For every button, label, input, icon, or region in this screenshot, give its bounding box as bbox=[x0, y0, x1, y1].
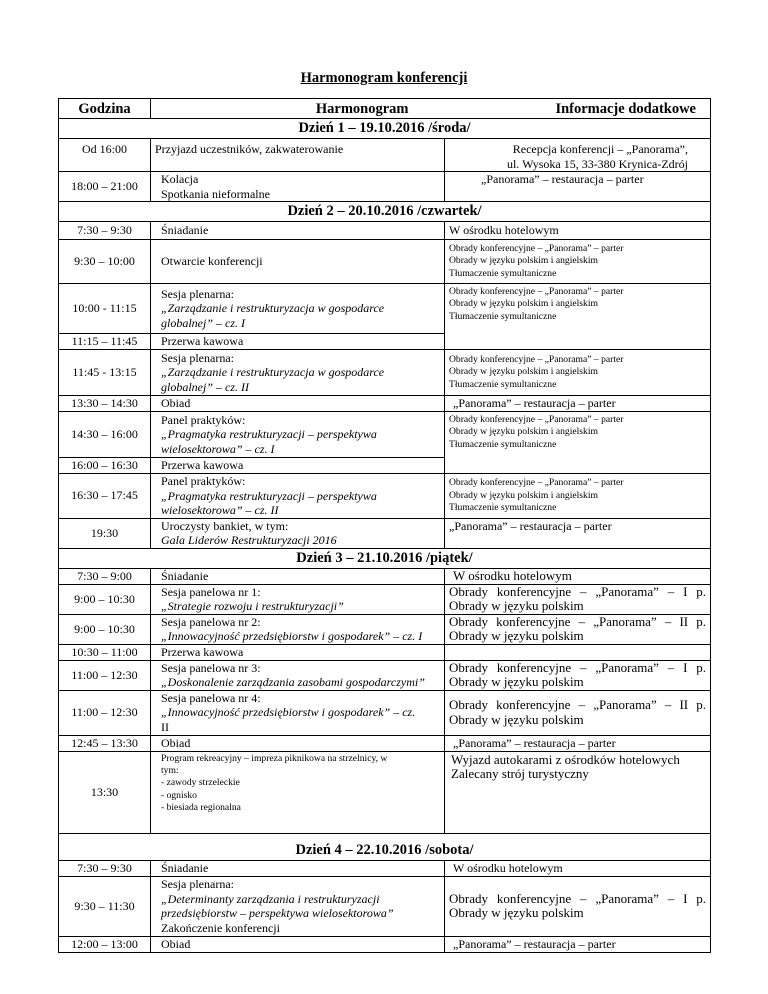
table-row bbox=[59, 172, 711, 202]
time-cell: 7:30 – 9:00 bbox=[59, 568, 151, 584]
info-cell: W ośrodku hotelowym bbox=[445, 568, 711, 584]
program-cell: Przerwa kawowa bbox=[151, 458, 445, 474]
info-cell: W ośrodku hotelowym bbox=[445, 222, 711, 240]
info-cell: Obrady konferencyjne – „Panorama” – parter Obrady w języku polskim i angielskim Tłumaczenie symultaniczne bbox=[445, 474, 711, 519]
time-cell: 10:30 – 11:00 bbox=[59, 644, 151, 660]
info-cell: „Panorama” – restauracja – parter bbox=[445, 936, 711, 952]
time-cell: 13:30 bbox=[59, 751, 151, 833]
time-cell: 13:30 – 14:30 bbox=[59, 396, 151, 412]
table-row bbox=[59, 584, 711, 614]
program-cell: Śniadanie bbox=[151, 568, 445, 584]
time-cell: 16:30 – 17:45 bbox=[59, 474, 151, 519]
day-row bbox=[59, 548, 711, 568]
info-cell: Wyjazd autokarami z ośrodków hotelowych Zalecany strój turystyczny bbox=[445, 751, 711, 833]
header-program: Harmonogram bbox=[151, 99, 445, 119]
info-cell bbox=[445, 644, 711, 660]
time-cell: 11:15 – 11:45 bbox=[59, 334, 151, 350]
program-cell: Sesja plenarna: „Determinanty zarządzania i restrukturyzacji przedsiębiorstw – perspektywa wielosektorowa” Zakończenie konferencji bbox=[151, 876, 445, 936]
page-title: Harmonogram konferencji bbox=[300, 70, 468, 86]
time-cell: 9:30 – 11:30 bbox=[59, 876, 151, 936]
time-cell: 9:00 – 10:30 bbox=[59, 584, 151, 614]
day-1-heading: Dzień 1 – 19.10.2016 /środa/ bbox=[59, 119, 711, 139]
table-row bbox=[59, 860, 711, 876]
info-cell: „Panorama” – restauracja – parter bbox=[445, 518, 711, 548]
table-row bbox=[59, 751, 711, 833]
program-cell: Sesja panelowa nr 3: „Doskonalenie zarządzania zasobami gospodarczymi” bbox=[151, 660, 445, 690]
time-cell: 18:00 – 21:00 bbox=[59, 172, 151, 202]
header-time: Godzina bbox=[59, 99, 151, 119]
info-cell: Obrady konferencyjne – „Panorama” – I p. Obrady w języku polskim bbox=[445, 584, 711, 614]
day-row bbox=[59, 833, 711, 860]
table-row bbox=[59, 735, 711, 751]
program-cell: Uroczysty bankiet, w tym: Gala Liderów Restrukturyzacji 2016 bbox=[151, 518, 445, 548]
time-cell: 11:45 - 13:15 bbox=[59, 350, 151, 396]
program-cell: Sesja panelowa nr 4: „Innowacyjność przedsiębiorstw i gospodarek” – cz. II bbox=[151, 690, 445, 735]
time-cell: 10:00 - 11:15 bbox=[59, 284, 151, 334]
time-cell: 11:00 – 12:30 bbox=[59, 690, 151, 735]
info-cell: Obrady konferencyjne – „Panorama” – parter Obrady w języku polskim i angielskim Tłumaczenie symultaniczne bbox=[445, 240, 711, 284]
program-cell: Sesja panelowa nr 1: „Strategie rozwoju i restrukturyzacji” bbox=[151, 584, 445, 614]
table-row bbox=[59, 876, 711, 936]
info-cell: Recepcja konferencji – „Panorama”, ul. Wysoka 15, 33-380 Krynica-Zdrój bbox=[445, 139, 711, 172]
time-cell: 7:30 – 9:30 bbox=[59, 222, 151, 240]
header-info: Informacje dodatkowe bbox=[445, 99, 711, 119]
table-row bbox=[59, 240, 711, 284]
info-cell: Obrady konferencyjne – „Panorama” – parter Obrady w języku polskim i angielskim Tłumaczenie symultaniczne bbox=[445, 350, 711, 396]
time-cell: 12:45 – 13:30 bbox=[59, 735, 151, 751]
info-cell: Obrady konferencyjne – „Panorama” – I p. Obrady w języku polskim bbox=[445, 876, 711, 936]
program-cell: Obiad bbox=[151, 936, 445, 952]
day-4-heading: Dzień 4 – 22.10.2016 /sobota/ bbox=[59, 833, 711, 860]
info-cell: Obrady konferencyjne – „Panorama” – parter Obrady w języku polskim i angielskim Tłumaczenie symultaniczne bbox=[445, 412, 711, 474]
info-cell: „Panorama” – restauracja – parter bbox=[445, 396, 711, 412]
table-row bbox=[59, 660, 711, 690]
info-cell: „Panorama” – restauracja – parter bbox=[445, 735, 711, 751]
info-cell: Obrady konferencyjne – „Panorama” – parter Obrady w języku polskim i angielskim Tłumaczenie symultaniczne bbox=[445, 284, 711, 350]
info-cell: W ośrodku hotelowym bbox=[445, 860, 711, 876]
table-row bbox=[59, 690, 711, 735]
program-cell: Program rekreacyjny – impreza piknikowa na strzelnicy, w tym: - zawody strzeleckie - ognisko - biesiada regionalna bbox=[151, 751, 445, 833]
time-cell: 7:30 – 9:30 bbox=[59, 860, 151, 876]
table-row bbox=[59, 568, 711, 584]
table-row bbox=[59, 936, 711, 952]
program-cell: Przyjazd uczestników, zakwaterowanie bbox=[151, 139, 445, 172]
table-row bbox=[59, 284, 711, 334]
table-row bbox=[59, 614, 711, 644]
table-row bbox=[59, 139, 711, 172]
info-cell: Obrady konferencyjne – „Panorama” – II p. Obrady w języku polskim bbox=[445, 690, 711, 735]
day-2-heading: Dzień 2 – 20.10.2016 /czwartek/ bbox=[59, 202, 711, 222]
program-cell: Kolacja Spotkania nieformalne bbox=[151, 172, 445, 202]
program-cell: Sesja plenarna: „Zarządzanie i restrukturyzacja w gospodarce globalnej” – cz. I bbox=[151, 284, 445, 334]
time-cell: 19:30 bbox=[59, 518, 151, 548]
table-row bbox=[59, 474, 711, 519]
table-row bbox=[59, 644, 711, 660]
program-cell: Obiad bbox=[151, 735, 445, 751]
time-cell: 11:00 – 12:30 bbox=[59, 660, 151, 690]
table-row bbox=[59, 412, 711, 458]
table-row bbox=[59, 350, 711, 396]
time-cell: 12:00 – 13:00 bbox=[59, 936, 151, 952]
table-row bbox=[59, 396, 711, 412]
info-cell: Obrady konferencyjne – „Panorama” – I p. Obrady w języku polskim bbox=[445, 660, 711, 690]
program-cell: Panel praktyków: „Pragmatyka restrukturyzacji – perspektywa wielosektorowa” – cz. I bbox=[151, 412, 445, 458]
header-row bbox=[59, 99, 711, 119]
time-cell: 16:00 – 16:30 bbox=[59, 458, 151, 474]
program-cell: Sesja panelowa nr 2: „Innowacyjność przedsiębiorstw i gospodarek” – cz. I bbox=[151, 614, 445, 644]
day-row bbox=[59, 202, 711, 222]
program-cell: Przerwa kawowa bbox=[151, 334, 445, 350]
program-cell: Przerwa kawowa bbox=[151, 644, 445, 660]
day-row bbox=[59, 119, 711, 139]
program-cell: Otwarcie konferencji bbox=[151, 240, 445, 284]
time-cell: 9:00 – 10:30 bbox=[59, 614, 151, 644]
day-3-heading: Dzień 3 – 21.10.2016 /piątek/ bbox=[59, 548, 711, 568]
table-row bbox=[59, 222, 711, 240]
program-cell: Sesja plenarna: „Zarządzanie i restrukturyzacja w gospodarce globalnej” – cz. II bbox=[151, 350, 445, 396]
info-cell: Obrady konferencyjne – „Panorama” – II p. Obrady w języku polskim bbox=[445, 614, 711, 644]
time-cell: Od 16:00 bbox=[59, 139, 151, 172]
time-cell: 14:30 – 16:00 bbox=[59, 412, 151, 458]
program-cell: Śniadanie bbox=[151, 860, 445, 876]
time-cell: 9:30 – 10:00 bbox=[59, 240, 151, 284]
program-cell: Śniadanie bbox=[151, 222, 445, 240]
program-cell: Panel praktyków: „Pragmatyka restrukturyzacji – perspektywa wielosektorowa” – cz. II bbox=[151, 474, 445, 519]
program-cell: Obiad bbox=[151, 396, 445, 412]
schedule-table bbox=[58, 98, 711, 953]
info-cell: „Panorama” – restauracja – parter bbox=[445, 172, 711, 202]
table-row bbox=[59, 518, 711, 548]
